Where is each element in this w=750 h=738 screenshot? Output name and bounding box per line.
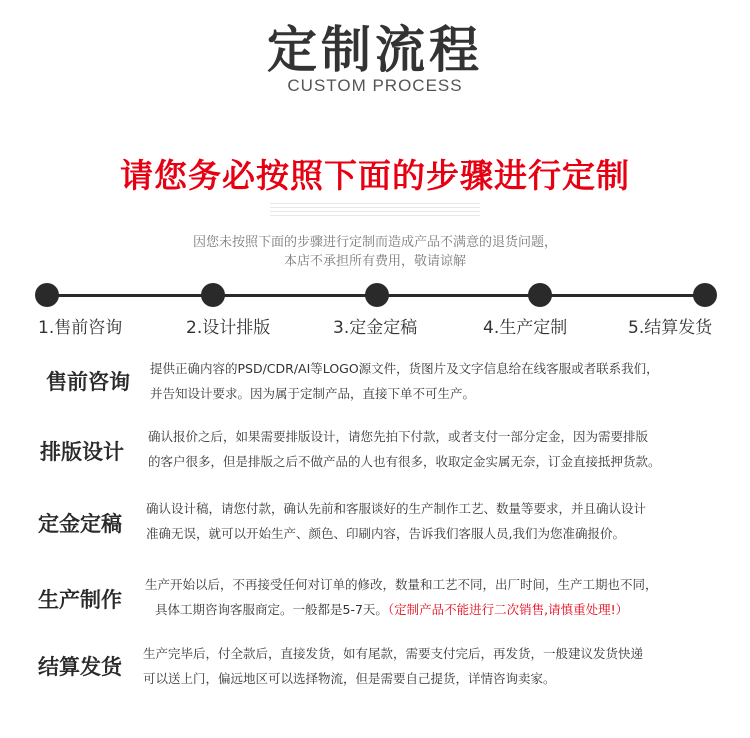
step-label-2: 2.设计排版 <box>186 318 271 338</box>
faint-decoration <box>270 200 480 218</box>
section-line-2-text: 具体工期咨询客服商定。一般都是5-7天。 <box>155 602 388 617</box>
section-text <box>150 356 659 406</box>
timeline-dot-4 <box>528 283 552 307</box>
step-label-5: 5.结算发货 <box>628 318 713 338</box>
section-text <box>145 572 658 622</box>
section-line-1: 生产开始以后，不再接受任何对订单的修改，数量和工艺不同，出厂时间，生产工期也不同， <box>145 577 658 592</box>
section-line-1: 生产完毕后，付全款后，直接发货，如有尾款，需要支付完后，再发货，一般建议发货快递 <box>143 646 644 661</box>
section-title: 结算发货 <box>38 655 122 679</box>
section-line-2 <box>145 597 658 622</box>
warning-text: （定制产品不能进行二次销售,请慎重处理!） <box>387 602 629 617</box>
step-label-3: 3.定金定稿 <box>333 318 418 338</box>
notice-line-2: 本店不承担所有费用，敬请谅解 <box>283 254 466 269</box>
timeline-dot-3 <box>365 283 389 307</box>
headline-warning: 请您务必按照下面的步骤进行定制 <box>120 156 630 195</box>
section-title: 排版设计 <box>40 440 124 464</box>
section-line-1: 确认设计稿，请您付款，确认先前和客服谈好的生产制作工艺、数量等要求，并且确认设计 <box>146 501 647 516</box>
timeline-dot-1 <box>35 283 59 307</box>
section-text <box>148 424 661 474</box>
notice-line-1: 因您未按照下面的步骤进行定制而造成产品不满意的退货问题， <box>192 235 557 250</box>
section-line-2: 并告知设计要求。因为属于定制产品，直接下单不可生产。 <box>150 386 476 401</box>
section-title: 售前咨询 <box>46 370 130 394</box>
section-text <box>143 641 643 691</box>
section-line-1: 提供正确内容的PSD/CDR/AI等LOGO源文件，货图片及文字信息给在线客服或者联系我们， <box>150 361 659 376</box>
step-label-1: 1.售前咨询 <box>38 318 123 338</box>
section-line-1: 确认报价之后，如果需要排版设计，请您先拍下付款，或者支付一部分定金，因为需要排版 <box>148 429 649 444</box>
timeline-dot-2 <box>201 283 225 307</box>
section-line-2: 准确无误，就可以开始生产、颜色、印刷内容，告诉我们客服人员,我们为您准确报价。 <box>146 526 625 541</box>
page-title: 定制流程 <box>267 21 483 79</box>
page-subtitle: CUSTOM PROCESS <box>287 76 463 95</box>
section-title: 生产制作 <box>38 588 122 612</box>
section-line-2: 的客户很多，但是排版之后不做产品的人也有很多，收取定金实属无奈，订金直接抵押货款。 <box>148 454 661 469</box>
notice-text <box>0 233 750 271</box>
section-text <box>146 496 646 546</box>
step-label-4: 4.生产定制 <box>483 318 568 338</box>
section-title: 定金定稿 <box>38 512 122 536</box>
section-line-2: 可以送上门，偏远地区可以选择物流，但是需要自己提货，详情咨询卖家。 <box>143 671 556 686</box>
timeline-dot-5 <box>693 283 717 307</box>
